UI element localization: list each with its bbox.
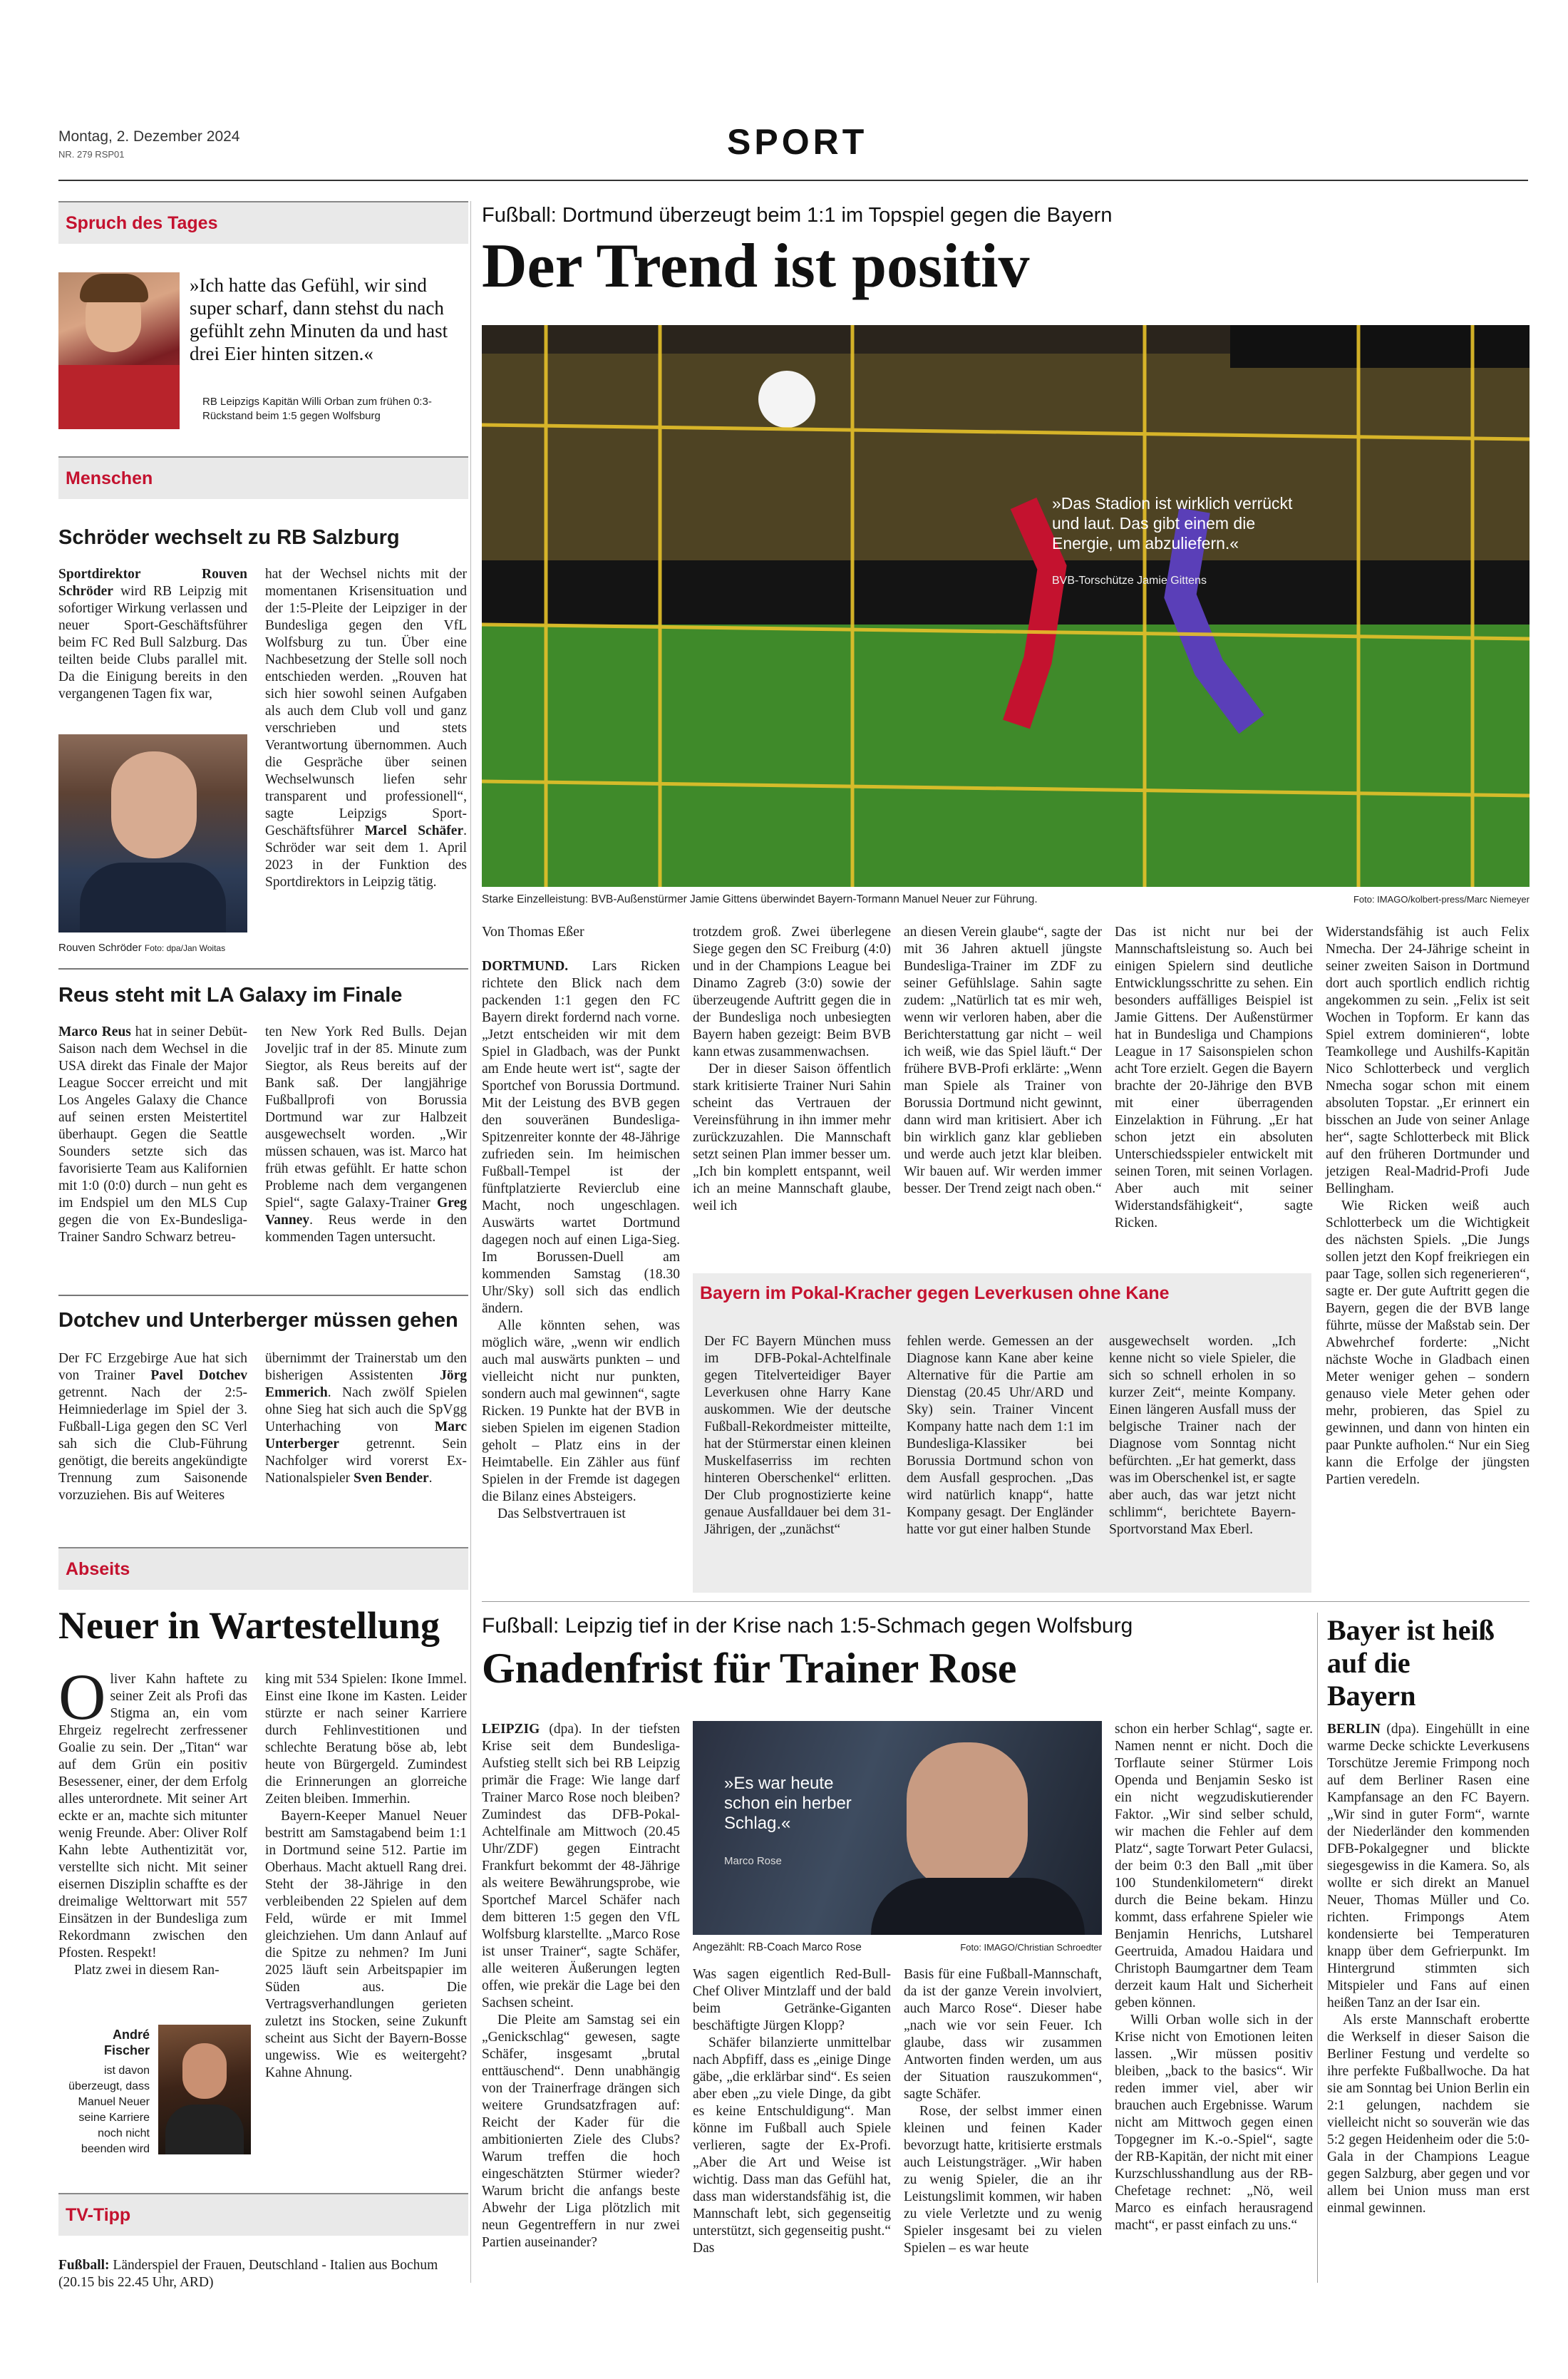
rose-photo-caption: Angezählt: RB-Coach Marco Rose: [693, 1941, 862, 1953]
rule-menschen-1: [58, 968, 468, 970]
schroeder-caption-credit: Foto: dpa/Jan Woitas: [144, 943, 226, 953]
rule-middle: [482, 1601, 1530, 1602]
top-photo-caption: Starke Einzelleistung: BVB-Außenstürmer Jamie Gittens überwindet Bayern-Tormann Manuel Neuer zur Führung.: [482, 893, 1038, 905]
bayer-headline: Bayer ist heiß auf die Bayern: [1327, 1614, 1495, 1712]
top-photo-quote-source: BVB-Torschütze Jamie Gittens: [1052, 575, 1207, 587]
top-col-2-b: Der in dieser Saison öffentlich stark kritisierte Trainer Nuri Sahin scheint das Vertrauen der Vereinsführung in ihn immer mehr zurückzuzahlen. Die Mannschaft setzt seinen Plan immer besser um. „Ich bin komplett entspannt, weil ich an meine Mannschaft glaube, weil ich: [693, 1062, 891, 1213]
schroeder-col-2: hat der Wechsel nichts mit der momentanen Krisensituation und der 1:5-Pleite der Leipziger in der Bundesliga gegen den VfL Wolfsburg zu tun. Über eine Nachbesetzung der Stelle soll noch entschieden werden. „Rouven hat sich hier sowohl seinen Aufgaben als auch dem Club voll und ganz verschrieben und stets Verantwortung übernommen. Auch die Gespräche über seinen Wechselwunsch liefen sehr transparent und professionell“, sagte Leipzigs Sport-Geschäftsführer Marcel Schäfer. Schröder war seit dem 1. April 2023 in der Funktion des Sportdirektors in Leipzig tätig.: [265, 567, 467, 890]
top-col-5-b: Wie Ricken weiß auch Schlotterbeck um die Wichtigkeit des nächsten Spiels. „Die Jungs sollen jetzt den Kopf freikriegen ein paar Tage, sollen sich regenerieren“, sagte er. Der gute Auftritt gegen die Bayern, gegen die der BVB lange führte, müsse der Maßstab sein. Der Abwehrchef forderte: „Nicht nächste Woche in Gladbach einen Meter weniger gehen – sondern genauso viele Meter gehen oder mehr, probieren, das Spiel zu gewinnen, und dann von hinten ein paar Punkte aufholen.“ Nur ein Sieg kann die Erfolge der jüngsten Partien veredeln.: [1326, 1198, 1530, 1487]
top-col-2-a: trotzdem groß. Zwei überlegene Siege gegen den SC Freiburg (4:0) und in der Champions League bei Dinamo Zagreb (3:0) sowie der überzeugende Auftritt gegen die in der Bundesliga noch unbesiegten Bayern haben gezeigt: Beim BVB kann etwas zusammenwachsen.: [693, 925, 891, 1059]
schroeder-photo-caption: [58, 941, 247, 955]
schroeder-photo: [58, 734, 247, 932]
tv-text: Fußball: Länderspiel der Frauen, Deutschland - Italien aus Bochum (20.15 bis 22.45 Uhr, ARD): [58, 2258, 438, 2290]
top-headline: Der Trend ist positiv: [482, 232, 1030, 301]
masthead-date: Montag, 2. Dezember 2024: [58, 128, 240, 145]
top-col-1-c: Das Selbstvertrauen ist: [497, 1506, 626, 1521]
leipzig-col-3-b: Rose, der selbst immer einen kleinen und feinen Kader bevorzugt hatte, kritisierte erstmals auch Leistungsträger. „Wir haben zu wenig Spieler, die an ihr Leistungslimit kommen, wir haben zu viele Verletzte und zu wenig Spieler insgesamt bei zu vielen Spielen – es war heute: [904, 2104, 1102, 2256]
leipzig-col-1-b: Die Pleite am Samstag sei ein „Genickschlag“ gewesen, sagte Schäfer, insgesamt „brutal enttäuschend“. Denn unabhängig von der Trainerfrage drängen sich weitere Grundsatzfragen auf: Reicht der Kader für die ambitionierten Ziele des Clubs? Warum treffen die hoch eingeschätzten Stürmer wieder? Warum bricht die anfangs beste Abwehr der Liga plötzlich mit neun Gegentreffern in nur zwei Partien auseinander?: [482, 2013, 680, 2250]
leipzig-col-2: [693, 1966, 891, 2257]
top-col-5-a: Widerstandsfähig ist auch Felix Nmecha. Der 24-Jährige scheint in seiner zweiten Saison in Dortmund dort auch sportlich endlich richtig angekommen zu sein. „Felix ist seit Wochen in Topform. Er kann das Spiel extrem dominieren“, lobte Teamkollege und Aushilfs-Kapitän Nico Schlotterbeck und verglich Nmecha sogar schon mit einem absoluten Topstar. „Er erinnert ein bisschen an Jude von seiner Anlage her“, sagte Schlotterbeck mit Blick auf den früheren Dortmunder und jetzigen Real-Madrid-Profi Jude Bellingham.: [1326, 925, 1530, 1196]
author-note: ist davon überzeugt, dass Manuel Neuer seine Karriere noch nicht beenden wird: [68, 2065, 150, 2155]
spruch-quote: »Ich hatte das Gefühl, wir sind super scharf, dann stehst du nach gefühlt zehn Minuten da und hast drei Eier hinten sitzen.«: [190, 274, 448, 364]
abseits-col-2-more: Bayern-Keeper Manuel Neuer bestritt am Samstagabend beim 1:1 in Dortmund seine 512. Partie im Oberhaus. Macht aktuell Rang drei. Steht der 38-Jährige in den verbleibenden 22 Spielen auf dem Feld, würde er mit Immel gleichziehen. Um dann Anlauf auf die Spitze zu nehmen? Im Juni 2025 läuft sein Arbeitspapier im Süden aus. Die Vertragsverhandlungen gerieten zuletzt ins Stocken, seine Zukunft scheint aus Sicht der Bayern-Bosse ungewiss. Wie es weitergeht? Kahne Ahnung.: [265, 1809, 467, 2080]
leipzig-kicker: Fußball: Leipzig tief in der Krise nach 1:5-Schmach gegen Wolfsburg: [482, 1614, 1133, 1638]
bayer-col-a: BERLIN (dpa). Eingehüllt in eine warme Decke schickte Leverkusens Torschütze Jeremie Frimpong noch auf dem Berliner Rasen eine Kampfansage an den FC Bayern. „Wir sind in guter Form“, warnte der Niederländer den kommenden DFB-Pokalgegner und blickte siegesgewiss in die Kamera. So, als wollte er sich direkt an Manuel Neuer, Thomas Müller und Co. richten. Frimpongs Atem kondensierte bei Temperaturen knapp über dem Gefrierpunkt. Im Hintergrund stimmten sich Mitspieler und Fans auf einen heißen Tanz an der Isar ein.: [1327, 1722, 1530, 2010]
menschen-header: Menschen: [58, 456, 468, 499]
leipzig-col-4-a: schon ein herber Schlag“, sagte er. Namen nennt er nicht. Doch die Torflaute seiner Stürmer Lois Openda und Benjamin Sesko ist ein nicht wegzudiskutierender Faktor. „Wir sind selber schuld, wir machen die Fehler auf dem Platz“, sagte Torwart Peter Gulacsi, der beim 0:3 den Ball „mit über 100 Stundenkilometern“ direkt durch die Beine bekam. Hinzu kommt, dass erfahrene Spieler wie Benjamin Henrichs, Lutsharel Geertruida, Amadou Haidara und Christoph Baumgartner dem Team derzeit kaum Halt und Sicherheit geben können.: [1115, 1722, 1313, 2010]
pokal-title: Bayern im Pokal-Kracher gegen Leverkusen ohne Kane: [700, 1283, 1170, 1303]
author-last: Fischer: [103, 2043, 150, 2057]
author-first: André: [112, 2028, 150, 2042]
pokal-col-1: Der FC Bayern München muss im DFB-Pokal-Achtelfinale gegen Titelverteidiger Bayer Leverkusen ohne Harry Kane auskommen. Wie der deutsche Fußball-Rekordmeister mitteilte, hat der Stürmerstar einen kleinen Muskelfaserriss im rechten hinteren Oberschenkel“ erlitten. Der Club prognostizierte keine genaue Ausfalldauer bei dem 31-Jährigen, der „zunächst“: [704, 1334, 891, 1537]
rose-photo-credit: Foto: IMAGO/Christian Schroedter: [960, 1942, 1102, 1953]
top-photo-quote: »Das Stadion ist wirklich verrückt und laut. Das gibt einem die Energie, um abzuliefern.«: [1052, 494, 1293, 553]
orban-photo: [58, 272, 180, 429]
abseits-col-1-text: liver Kahn haftete zu seiner Zeit als Profi das Stigma an, ein vom Ehrgeiz regelrecht zerfressener Goalie zu sein. Der „Titan“ war auf dem Grün ein positiv Besessener, einer, der dem Erfolg alles unterordnete. Mit seiner Art eckte er an, machte sich mitunter wenig Freunde. Aber: Oliver Rolf Kahn lebte Authentizität vor, verstellte sich nicht. Mit seiner eisernen Disziplin schaffte es der dreimalige Welttorwart mit 557 Einsätzen in der Bundesliga zum Rekordmann zwischen den Pfosten. Respekt!: [58, 1672, 247, 1961]
leipzig-col-2-a: Was sagen eigentlich Red-Bull-Chef Oliver Mintzlaff und der bald beim Getränke-Giganten beschäftigte Jürgen Klopp?: [693, 1967, 891, 2033]
section-title: SPORT: [727, 122, 868, 162]
leipzig-col-2-b: Schäfer bilanzierte unmittelbar nach Abpfiff, dass es „einige Dinge gäbe, „die erklärbar sind“. Es seien aber eben „zu viele Dinge, da gibt es keine Entschuldigung“. Man könne im Fußball auch Spiele verlieren, sagte der Ex-Profi. „Aber die Art und Weise ist wichtig. Dass man das Gefühl hat, dass man widerstandsfähig ist, die Mannschaft lebt, sich gegenseitig unterstützt, sich gegenseitig pusht.“ Das: [693, 2035, 891, 2256]
abseits-col-2: [265, 1671, 467, 2082]
spruch-header: Spruch des Tages: [58, 201, 468, 244]
spruch-caption: RB Leipzigs Kapitän Willi Orban zum frühen 0:3-Rückstand beim 1:5 gegen Wolfsburg: [202, 396, 432, 422]
top-col-2: [693, 924, 891, 1215]
abseits-col-1-more: Platz zwei in diesem Ran-: [74, 1963, 220, 1978]
top-col-1-b: Alle könnten sehen, was möglich wäre, „wenn wir endlich auch mal auswärts punkten – und vielleicht nicht nur punkten, sondern auch mal gewinnen“, sagte Ricken. 19 Punkte hat der BVB in sieben Spielen im eigenen Stadion geholt – Platz eins in der Heimtabelle. Ein Zähler aus fünf Spielen in der Fremde ist dagegen die Bilanz eines Absteigers.: [482, 1318, 680, 1504]
pokal-col-3: ausgewechselt worden. „Ich kenne nicht so viele Spieler, die sich so schnell erholen in so kurzer Zeit“, meinte Kompany. Einen längeren Ausfall muss der belgische Trainer nach der Diagnose vom Sonntag nicht befürchten. „Er hat gemerkt, dass was im Oberschenkel ist, er sagte aber auch, das war jetzt nicht schlimm“, berichtete Bayern-Sportvorstand Max Eberl.: [1109, 1334, 1296, 1537]
abseits-col-1: [58, 1660, 247, 1979]
dotchev-title: Dotchev und Unterberger müssen gehen: [58, 1309, 458, 1332]
masthead-rule: [58, 180, 1528, 181]
gittens-photo: [482, 325, 1530, 887]
top-col-4: Das ist nicht nur bei der Mannschaftsleistung so. Auch bei einigen Spielern sind deutliche Entwicklungsschritte zu sehen. Ein besonders auffälliges Beispiel ist Jamie Gittens. Der Außenstürmer hat in Bundesliga und Champions League in 17 Saisonspielen schon acht Tore erzielt. Gegen die Bayern brachte der 20-Jährige den BVB mit einer überragenden Einzelaktion in Führung. „Er hat schon jetzt ein absoluten Unterschiedsspieler entwickelt mit seinen Toren, mit seinen Vorlagen. Aber auch mit seiner Widerstandsfähigkeit“, sagte Ricken.: [1115, 925, 1313, 1230]
top-kicker: Fußball: Dortmund überzeugt beim 1:1 im Topspiel gegen die Bayern: [482, 204, 1113, 227]
leipzig-col-4-b: Willi Orban wolle sich in der Krise nicht von Emotionen leiten lassen. „Wir müssen positiv bleiben, „back to the basics“. Wir reden immer viel, aber wir brauchen auch Ergebnisse. Warum nicht am Mittwoch gegen einen Topgegner im K.-o.-Spiel“, sagte der RB-Kapitän, der nicht mit einer Kurzschlusshandlung aus der RB-Chefetage rechnet: „Nö, weil Marco es einfach herausragend macht“, er passt einfach zu uns.“: [1115, 2013, 1313, 2233]
bayer-col: [1327, 1721, 1530, 2217]
top-photo-credit: Foto: IMAGO/kolbert-press/Marc Niemeyer: [1353, 894, 1530, 905]
bayer-divider: [1317, 1613, 1318, 2283]
rose-photo-quote-source: Marco Rose: [724, 1855, 782, 1867]
pokal-col-2: fehlen werde. Gemessen an der Diagnose kann Kane aber keine Alternative für die Partie am Dienstag (20.45 Uhr/ARD und Sky) sein. Trainer Vincent Kompany hatte nach dem 1:1 im Bundesliga-Klassiker bei Borussia Dortmund schon von dem Ausfall gesprochen. „Das wird natürlich knapp“, hatte Kompany gesagt. Der Engländer hatte vor gut einer halben Stunde: [907, 1334, 1093, 1537]
abseits-col-2-text: king mit 534 Spielen: Ikone Immel. Einst eine Ikone im Kasten. Leider stürzte er nach seiner Karriere durch Fehlinvestitionen und schlechte Beratung böse ab, lebt heute von Bürgergeld. Zumindest die Erinnerungen an glorreiche Zeiten bleiben. Immerhin.: [265, 1672, 467, 1807]
rose-photo-quote: »Es war heute schon ein herber Schlag.«: [724, 1774, 852, 1833]
reus-col-1: Marco Reus hat in seiner Debüt-Saison nach dem Wechsel in die USA direkt das Finale der Major League Soccer erreicht und mit Los Angeles Galaxy die Chance auf seinen ersten Meistertitel überhaupt. Gegen die Seattle Sounders setzte sich das favorisierte Team aus Kalifornien mit 1:0 (0:0) durch – nun geht es im Endspiel um den MLS Cup gegen die von Ex-Bundesliga-Trainer Sandro Schwarz betreu-: [58, 1024, 247, 1245]
schroeder-caption-name: Rouven Schröder: [58, 942, 142, 954]
reus-col-2: ten New York Red Bulls. Dejan Joveljic traf in der 85. Minute zum Siegtor, als Reus bereits auf der Bank saß. Der langjährige Fußballprofi von Borussia Dortmund war zur Halbzeit ausgewechselt worden. „Wir müssen schauen, was ist. Marco hat früh etwas gefühlt. Er hatte schon Probleme nach dem vergangenen Spiel“, sagte Galaxy-Trainer Greg Vanney. Reus werde in den kommenden Tagen untersucht.: [265, 1024, 467, 1245]
top-col-5: [1326, 924, 1530, 1489]
leipzig-col-3: [904, 1966, 1102, 2257]
top-byline: Von Thomas Eßer: [482, 924, 584, 940]
abseits-title: Neuer in Wartestellung: [58, 1604, 440, 1647]
top-col-3: an diesen Verein glaube“, sagte der mit 36 Jahren aktuell jüngste Bundesliga-Trainer im ZDF zu seiner Gefühlslage. Sahin sagte zudem: „Natürlich tat es mir weh, wenn wir verloren haben, aber die Berichterstattung gar nicht – weil ich weiß, wie das Spiel läuft.“ Der frühere BVB-Profi erklärte: „Wenn man Spiele als Trainer von Borussia Dortmund nicht gewinnt, dann wird man kritisiert. Aber ich bin wirklich ganz klar geblieben und werde auch jetzt klar bleiben. Wir bauen auf. Wir werden immer besser. Der Trend zeigt nach oben.“: [904, 925, 1102, 1196]
fischer-photo: [158, 2025, 251, 2154]
schroeder-title: Schröder wechselt zu RB Salzburg: [58, 526, 400, 549]
rose-photo: [693, 1721, 1102, 1935]
abseits-dropcap: O: [58, 1660, 106, 1733]
top-col-1: [482, 958, 680, 1523]
bayer-col-b: Als erste Mannschaft erobertte die Werkself in dieser Saison die Berliner Festung und verdelte so ihre perfekte Fußballwoche. Da hat sie am Sonntag bei Union Berlin ein 2:1 gelungen, nachdem sie vielleicht nicht so souverän wie das 5:2 gegen Heidenheim oder die 5:0-Gala in der Champions League gegen Salzburg, aber gegen und vor allem bei Union muss man erst einmal gewinnen.: [1327, 2013, 1530, 2216]
dotchev-col-2: übernimmt der Trainerstab um den bisherigen Assistenten Jörg Emmerich. Nach zwölf Spielen ohne Sieg hat sich auch die SpVgg Unterhaching von Marc Unterberger getrennt. Sein Nachfolger wird vorerst Ex-Nationalspieler Sven Bender.: [265, 1351, 467, 1486]
pokal-box: [693, 1273, 1311, 1593]
masthead-issue: NR. 279 RSP01: [58, 149, 125, 160]
schroeder-col-1: Sportdirektor Rouven Schröder wird RB Leipzig mit sofortiger Wirkung verlassen und neuer Sport-Geschäftsführer beim FC Red Bull Salzburg. Das teilten beide Clubs parallel mit. Da die Einigung bereits in den vergangenen Tagen fix war,: [58, 567, 247, 702]
tv-header: TV-Tipp: [58, 2193, 468, 2236]
leipzig-col-4: [1115, 1721, 1313, 2234]
top-col-1-a: DORTMUND. Lars Ricken richtete den Blick nach dem packenden 1:1 gegen den FC Bayern direkt fordernd nach vorne. „Jetzt entscheiden wir mit dem Spiel in Gladbach, was der Punkt am Ende heute wert ist“, sagte der Sportchef von Borussia Dortmund. Mit der Leistung des BVB gegen den souveränen Bundesliga-Spitzenreiter konnte der 48-Jährige zufrieden sein. Im heimischen Fußball-Tempel ist der fünftplatzierte Revierclub eine Macht, noch ungeschlagen. Auswärts wartet Dortmund dagegen noch auf einen Liga-Sieg. Im Borussen-Duell am kommenden Samstag (18.30 Uhr/Sky) soll sich das endlich ändern.: [482, 959, 680, 1316]
left-column-divider: [470, 201, 471, 2283]
leipzig-col-3-a: Basis für eine Fußball-Mannschaft, da ist der ganze Verein involviert, auch Marco Rose“. Dieser habe „nach wie vor sein Feuer. Ich glaube, dass wir zusammen Antworten finden werden, um aus der Situation rauszukommen“, sagte Schäfer.: [904, 1967, 1102, 2102]
reus-title: Reus steht mit LA Galaxy im Finale: [58, 984, 403, 1007]
rule-menschen-2: [58, 1295, 468, 1296]
abseits-header: Abseits: [58, 1547, 468, 1590]
leipzig-col-1-a: LEIPZIG (dpa). In der tiefsten Krise seit dem Bundesliga-Aufstieg stellt sich bei RB Leipzig primär die Frage: Wie lange darf Trainer Marco Rose noch bleiben? Zumindest das DFB-Pokal-Achtelfinale am Mittwoch (20.45 Uhr/ZDF) gegen Eintracht Frankfurt bekommt der 48-Jährige als weitere Bewährungsprobe, wie Sportchef Marcel Schäfer nach dem bitteren 1:5 gegen den VfL Wolfsburg klarstellte. „Marco Rose ist unser Trainer“, sagte Schäfer, alle weiteren Äußerungen legten offen, wie prekär die Lage bei den Sachsen scheint.: [482, 1722, 680, 2010]
dotchev-col-1: Der FC Erzgebirge Aue hat sich von Trainer Pavel Dotchev getrennt. Nach der 2:5-Heimniederlage im Spiel der 3. Fußball-Liga gegen den SC Verl sah sich die Club-Führung genötigt, die bereits angekündigte Trennung zum Saisonende vorzuziehen. Bis auf Weiteres: [58, 1351, 248, 1503]
stadium-graphic: [482, 325, 1530, 887]
leipzig-col-1: [482, 1721, 680, 2251]
leipzig-headline: Gnadenfrist für Trainer Rose: [482, 1645, 1017, 1692]
